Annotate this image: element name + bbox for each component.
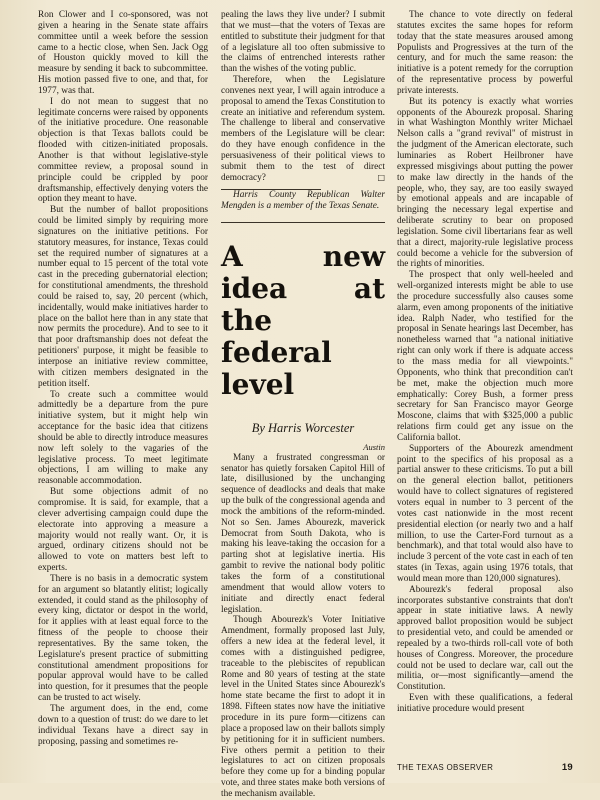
paragraph: pealing the laws they live under? I submit that we must—that the voters of Texas are entitled to substitute their judgment for that of a legislature all too often submissive to the claims of entrenched interests rather than the wishes of the voting public. (221, 10, 385, 75)
paragraph: To create such a committee would admittedly be a departure from the pure initiative system, but it might help win acceptance for the basic idea that citizens should be able to directly introduce measures now left solely to the vagaries of the legislative process. To meet legitimate objections, I am willing to make any reasonable accommodation. (38, 389, 208, 487)
paragraph: The prospect that only well-heeled and well-organized interests might be able to use the procedure successfully also causes some alarm, even among proponents of the initiative idea. Ralph Nader, who testified for the proposal in Senate hearings last December, has nonetheless warned that "a national initiative right can only work if there is adquate access to the mass media for all viewpoints." Opponents, who think that precondition can't be met, make the objection much more emphatically: Corey Bush, a former press secretary for San Francisco mayor George Moscone, claims that with $325,000 a public relations firm could get any issue on the California ballot. (397, 270, 573, 443)
column-1 (38, 10, 208, 747)
divider (221, 222, 385, 223)
paragraph: There is no basis in a democratic system for an argument so blatantly elitist; logically extended, it could stand as the philosophy of every king, dictator or despot in the world, for it applies with at least equal force to the fitness of the people to choose their representatives. By the same token, the Legislature's present practice of submitting constitutional amendment propositions for popular approval would have to be called into question, for it presumes that the people can be trusted to act wisely. (38, 573, 208, 704)
paragraph: Many a frustrated congressman or senator has quietly forsaken Capitol Hill of late, disillusioned by the unchanging sequence of deadlocks and deals that make up the bulk of the congressional agenda and mock the ambitions of the reform-minded. Not so Sen. James Abourezk, maverick Democrat from South Dakota, who is making his leave-taking the occasion for a parting shot at legislative inertia. His gambit to revive the national body politic takes the form of a constitutional amendment that would allow voters to initiate and directly enact federal legislation. (221, 452, 385, 615)
byline (221, 423, 385, 434)
article-headline: A new idea at the federal level (221, 240, 385, 402)
paragraph: Supporters of the Abourezk amendment point to the specifics of his proposal as a partial answer to these criticisms. To put a bill on the general election ballot, petitioners would have to collect signatures of registered voters equal in number to 3 percent of the votes cast nationwide in the most recent presidential election (or nearly two and a half million, to use the Carter-Ford turnout as a benchmark), and that total would also have to include 3 percent of the vote cast in each of ten states (in Texas, again using 1976 totals, that would mean more than 120,000 signatures). (397, 443, 573, 584)
paragraph: But some objections admit of no compromise. It is said, for example, that a clever advertising campaign could dupe the electorate into approving a measure a majority would not really want. Or, it is argued, ordinary citizens should not be allowed to vote on matters best left to experts. (38, 487, 208, 574)
byline-prefix: By (251, 421, 265, 436)
paragraph: Ron Clower and I co-sponsored, was not given a hearing in the Senate state affairs committee until a week before the session came to a hectic close, when Sen. Jack Ogg of Houston quickly moved to kill the measure by sending it back to subcommittee. His motion passed five to one, and that, for 1977, was that. (38, 10, 208, 96)
byline-author: Harris Worcester (268, 421, 355, 436)
paragraph: But the number of ballot propositions could be limited simply by requiring more signatures on the initiative petitions. For statutory measures, for instance, Texas could set the required number of signatures at a number equal to 15 percent of the total vote cast in the preceding gubernatorial election; for constitutional amendments, the threshold could be raised to, say, 20 percent (which, incidentally, would make initiatives harder to place on the ballot here than in any state that now permits the procedure). And to see to it that poor draftsmanship does not defeat the petitioners' purpose, it might be feasible to interpose an initiative review committee, with citizen members designated in the petition itself. (38, 205, 208, 389)
paragraph: Therefore, when the Legislature convenes next year, I will again introduce a proposal to amend the Texas Constitution to create an initiative and referendum system. The challenge to liberal and conservative members of the Legislature will be clear: do they have enough confidence in the persuasiveness of their political views to submit them to the test of direct democracy? (221, 75, 385, 183)
author-bio: Harris County Republican Walter Mengden is a member of the Texas Senate. (221, 190, 385, 212)
paragraph: Even with these qualifications, a federal initiative procedure would present (397, 693, 573, 714)
paragraph: Though Abourezk's Voter Initiative Amendment, formally proposed last July, offers a new idea at the federal level, it comes with a distinguished pedigree, traceable to the plebiscites of republican Rome and 80 years of testing at the state level in the United States since Abourezk's home state became the first to adopt it in 1898. Fifteen states now have the initiative procedure in its pure form—citizens can place a proposed law on their ballots simply by petitioning for it in sufficient numbers. Five others permit a petition to their legislatures to act on citizen proposals before they come up for a binding popular vote, and three states make both versions of the mechanism available. (221, 615, 385, 799)
paragraph: But its potency is exactly what worries opponents of the Abourezk proposal. Sharing in what Washington Monthly writer Michael Nelson calls a "grand revival" of mistrust in the judgment of the American electorate, such luminaries as Robert Heilbroner have expressed misgivings about putting the power to make law directly in the hands of the people, who, they say, are too easily swayed by emotional appeals and are incapable of bringing the necessary legal expertise and deliberate scrutiny to bear on proposed legislation. Some civil libertarians fear as well that a direct, majority-rule legislative process could become a vehicle for the subversion of the rights of minorities. (397, 96, 573, 270)
paragraph: The argument does, in the end, come down to a question of trust: do we dare to let individual Texans have a direct say in proposing, passing and sometimes re- (38, 704, 208, 747)
paragraph: Abourezk's federal proposal also incorporates substantive constraints that don't appear in state initiative laws. A newly approved ballot proposition would be subject to presidential veto, and could be amended or repealed by a two-thirds roll-call vote of both houses of Congress. Moreover, the procedure could not be used to declare war, call out the militia, or—most significantly—amend the Constitution. (397, 584, 573, 693)
paragraph: The chance to vote directly on federal statutes excites the same hopes for reform today that the state measures aroused among Populists and Progressives at the turn of the century, and for much the same reason: the initiative is a potent remedy for the corruption of the representative process by powerful private interests. (397, 10, 573, 96)
column-3 (397, 10, 573, 715)
column-2 (221, 10, 385, 800)
publication-name: THE TEXAS OBSERVER (397, 763, 494, 772)
paragraph: I do not mean to suggest that no legitimate concerns were raised by opponents of the initiative procedure. One reasonable objection is that Texas ballots could be flooded with citizen-initiated proposals. Another is that without legislative-style committee review, a proposal sound in principle could be crippled by poor draftsmanship, effectively denying voters the option they meant to have. (38, 96, 208, 205)
dateline: Austin (363, 441, 385, 452)
page-number: 19 (561, 762, 573, 773)
page-footer (397, 763, 573, 772)
end-mark: □ (377, 172, 385, 182)
